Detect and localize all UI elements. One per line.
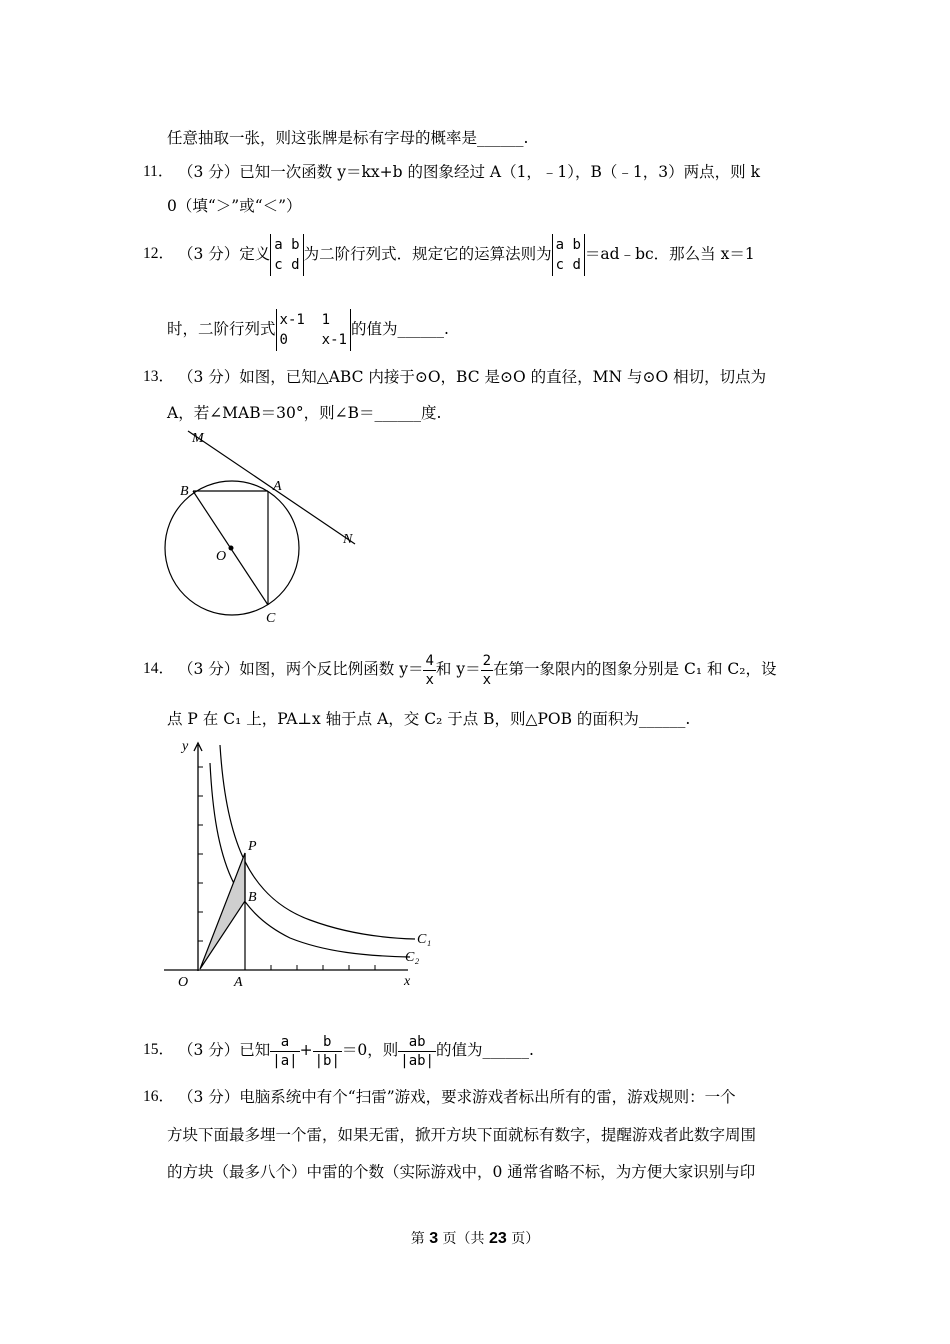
det-row: c d <box>274 257 300 273</box>
triangle-pob <box>200 853 245 969</box>
q16-line2: 方块下面最多埋一个雷，如果无雷，掀开方块下面就标有数字，提醒游戏者此数字周围 <box>167 1126 757 1144</box>
fraction-denominator: |b| <box>314 1052 340 1069</box>
tangent-line-mn <box>188 431 355 544</box>
det-row: a b <box>274 237 300 253</box>
curve-c2 <box>210 763 410 957</box>
axis-ticks <box>198 767 375 970</box>
fraction-denominator: |a| <box>272 1052 298 1069</box>
label-c: C <box>266 611 276 626</box>
fraction-numerator: 2 <box>482 652 492 669</box>
q16-line1: （3 分）电脑系统中有个“扫雷”游戏，要求游戏者标出所有的雷，游戏规则：一个 <box>178 1088 736 1106</box>
footer-total-pages: 23 <box>489 1230 507 1247</box>
center-point <box>229 546 234 551</box>
q12-line2 <box>167 307 449 351</box>
det-row: a b <box>555 237 581 253</box>
q14-mid: 和 y＝ <box>435 660 481 678</box>
fraction-denominator: x <box>425 671 434 688</box>
q12-number: 12． <box>143 245 175 262</box>
label-o: O <box>178 975 189 990</box>
label-c1: C₁ <box>417 932 432 947</box>
q11-line1: （3 分）已知一次函数 y＝kx+b 的图象经过 A（1，﹣1），B（﹣1，3）两点，则 k <box>178 163 760 181</box>
q10-tail-text: 任意抽取一张，则这张牌是标有字母的概率是______. <box>167 129 529 147</box>
q11-line2: 0（填“＞”或“＜”） <box>167 197 302 215</box>
fraction-numerator: b <box>313 1033 342 1052</box>
q12-line2-pre: 时，二阶行列式 <box>167 320 276 338</box>
q12-determinant-question <box>276 309 351 351</box>
label-x: x <box>404 974 411 989</box>
label-b: B <box>180 484 189 499</box>
label-b: B <box>248 890 257 905</box>
footer-post: 页） <box>506 1231 540 1247</box>
q14-fraction-2-over-x <box>481 652 493 689</box>
label-n: N <box>343 532 353 547</box>
q15-mid: ＝0，则 <box>341 1041 399 1059</box>
label-o: O <box>216 549 227 564</box>
q15-fraction-a <box>270 1033 299 1070</box>
q14-pre: （3 分）如图，两个反比例函数 y＝ <box>178 660 424 678</box>
q15-line <box>178 1028 534 1072</box>
page-footer <box>0 1228 950 1248</box>
q14-number: 14． <box>143 660 175 677</box>
q15-plus: + <box>299 1041 313 1059</box>
label-y: y <box>182 739 189 754</box>
label-p: P <box>248 839 257 854</box>
q14-hyperbola-figure <box>160 733 440 998</box>
label-a: A <box>273 479 282 494</box>
det-row: x-1 1 <box>279 312 331 328</box>
footer-mid: 页（共 <box>438 1231 489 1247</box>
fraction-numerator: 4 <box>425 652 434 669</box>
q15-fraction-ab <box>398 1033 436 1070</box>
label-a: A <box>234 975 243 990</box>
q12-mid: 为二阶行列式．规定它的运算法则为 <box>303 245 552 263</box>
q15-number: 15． <box>143 1041 175 1058</box>
q12-post: ＝ad﹣bc．那么当 x＝1 <box>584 245 755 263</box>
footer-page-number: 3 <box>429 1230 439 1247</box>
label-m: M <box>192 431 204 446</box>
q13-number: 13． <box>143 368 175 385</box>
q13-line1: （3 分）如图，已知△ABC 内接于⊙O，BC 是⊙O 的直径，MN 与⊙O 相切，切点为 <box>178 368 767 386</box>
q15-post: 的值为______. <box>435 1041 534 1059</box>
q13-line2: A，若∠MAB＝30°，则∠B＝______度. <box>167 404 442 422</box>
q12-line2-post: 的值为______. <box>350 320 449 338</box>
fraction-denominator: |ab| <box>400 1052 434 1069</box>
fraction-denominator: x <box>482 671 492 688</box>
fraction-numerator: a <box>270 1033 299 1052</box>
det-row: 0 x-1 <box>279 332 347 348</box>
footer-pre: 第 <box>410 1231 430 1247</box>
q12-determinant-rule <box>552 234 585 276</box>
q16-number: 16． <box>143 1088 175 1105</box>
q14-line1 <box>178 647 776 691</box>
q12-determinant-def <box>270 234 303 276</box>
q11-number: 11． <box>143 163 174 180</box>
q15-fraction-b <box>313 1033 342 1070</box>
fraction-numerator: ab <box>398 1033 436 1052</box>
q12-line1 <box>178 232 755 276</box>
q12-pre: （3 分）定义 <box>178 245 271 263</box>
q14-line2: 点 P 在 C₁ 上，PA⊥x 轴于点 A，交 C₂ 于点 B，则△POB 的面积为______. <box>167 710 691 728</box>
q14-fraction-4-over-x <box>423 652 435 689</box>
label-c2: C₂ <box>405 950 420 965</box>
q15-pre: （3 分）已知 <box>178 1041 271 1059</box>
q14-post: 在第一象限内的图象分别是 C₁ 和 C₂，设 <box>493 660 777 678</box>
q13-circle-figure <box>150 428 380 628</box>
det-row: c d <box>555 257 581 273</box>
q16-line3: 的方块（最多八个）中雷的个数（实际游戏中，0 通常省略不标，为方便大家识别与印 <box>167 1163 756 1181</box>
